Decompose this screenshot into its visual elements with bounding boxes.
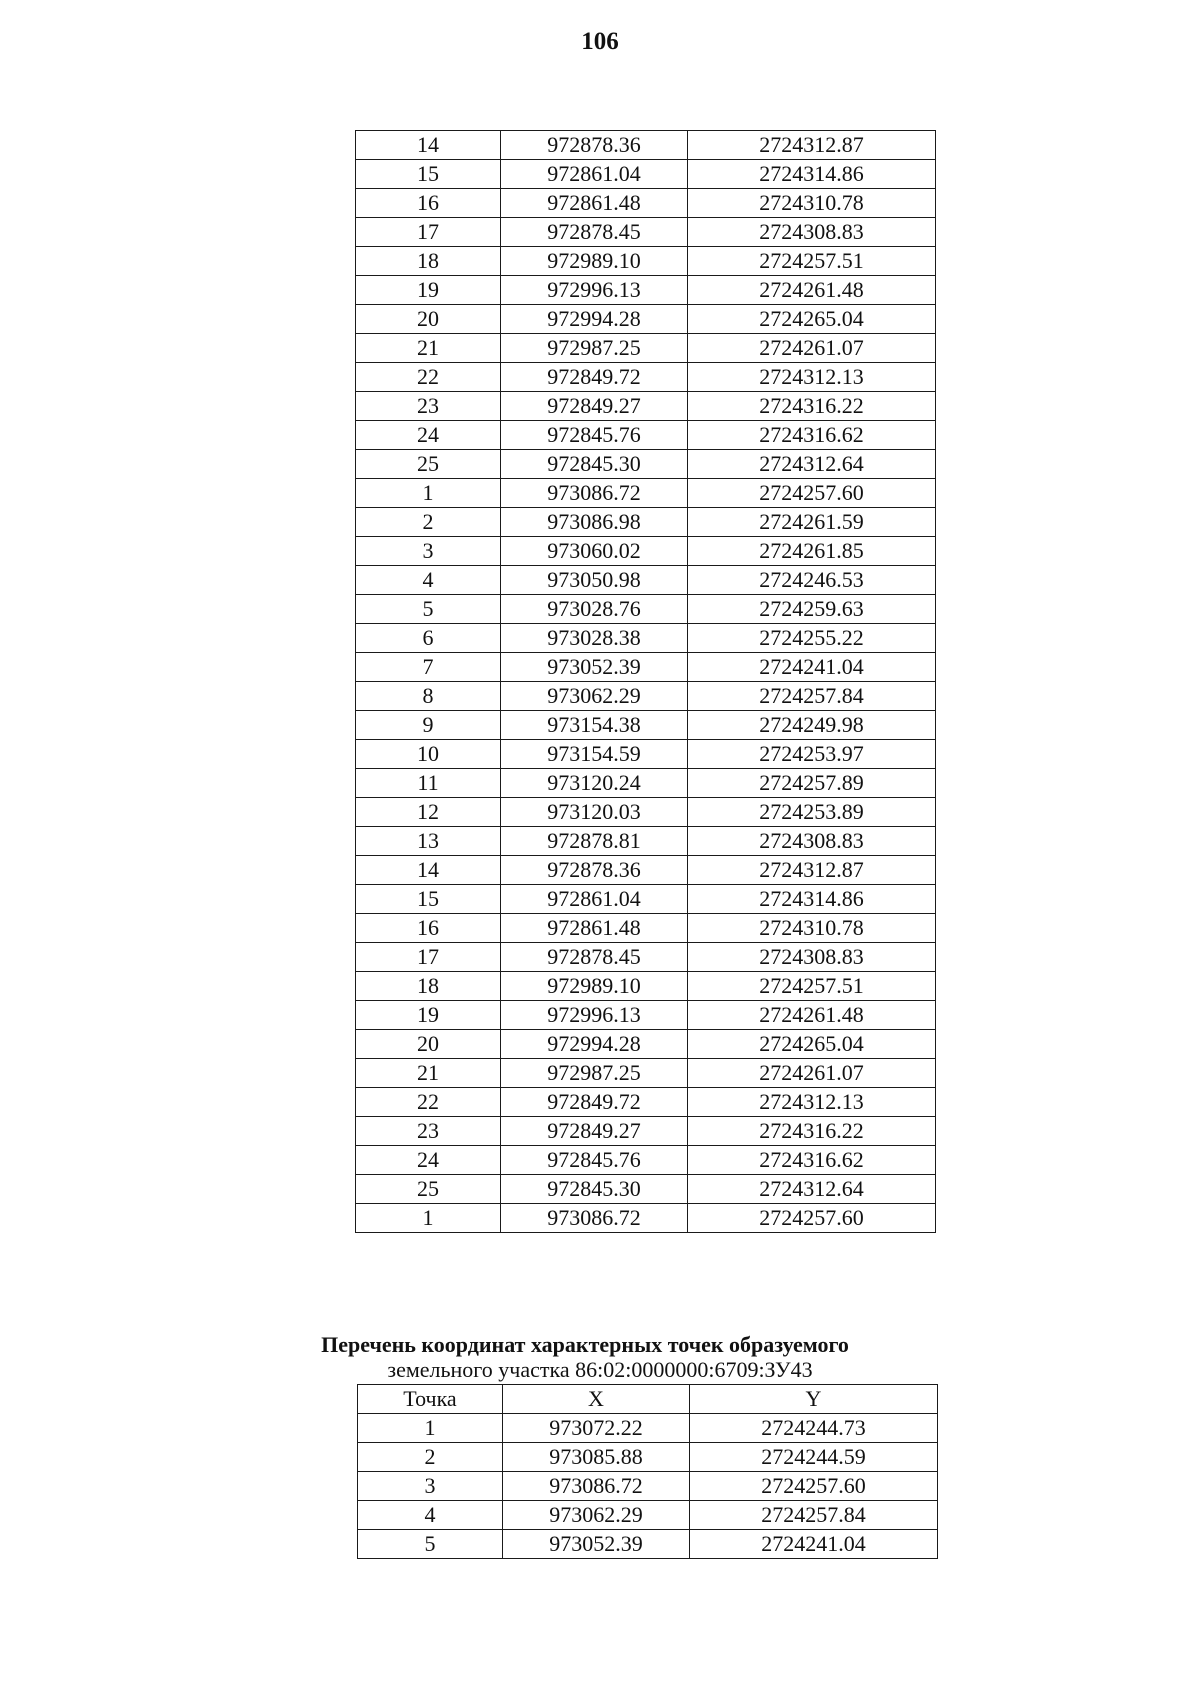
point-number-cell: 7 bbox=[356, 653, 501, 682]
y-coordinate-cell: 2724257.89 bbox=[688, 769, 936, 798]
y-coordinate-cell: 2724308.83 bbox=[688, 827, 936, 856]
y-coordinate-cell: 2724259.63 bbox=[688, 595, 936, 624]
x-coordinate-cell: 973086.72 bbox=[501, 1204, 688, 1233]
table-row bbox=[356, 682, 936, 711]
point-number-cell: 18 bbox=[356, 972, 501, 1001]
y-coordinate-cell: 2724244.73 bbox=[690, 1414, 938, 1443]
x-coordinate-cell: 972845.76 bbox=[501, 421, 688, 450]
header-point: Точка bbox=[358, 1385, 503, 1414]
point-number-cell: 1 bbox=[356, 1204, 501, 1233]
y-coordinate-cell: 2724312.13 bbox=[688, 1088, 936, 1117]
table-row bbox=[356, 218, 936, 247]
table-row bbox=[356, 479, 936, 508]
y-coordinate-cell: 2724316.22 bbox=[688, 392, 936, 421]
table-row bbox=[356, 856, 936, 885]
y-coordinate-cell: 2724257.84 bbox=[690, 1501, 938, 1530]
coordinates-table-main bbox=[355, 130, 936, 1233]
point-number-cell: 14 bbox=[356, 131, 501, 160]
table-row bbox=[356, 740, 936, 769]
x-coordinate-cell: 972989.10 bbox=[501, 247, 688, 276]
table-row bbox=[356, 508, 936, 537]
point-number-cell: 22 bbox=[356, 363, 501, 392]
point-number-cell: 20 bbox=[356, 305, 501, 334]
point-number-cell: 25 bbox=[356, 1175, 501, 1204]
y-coordinate-cell: 2724310.78 bbox=[688, 189, 936, 218]
x-coordinate-cell: 973154.38 bbox=[501, 711, 688, 740]
x-coordinate-cell: 973050.98 bbox=[501, 566, 688, 595]
x-coordinate-cell: 972861.48 bbox=[501, 189, 688, 218]
x-coordinate-cell: 973052.39 bbox=[503, 1530, 690, 1559]
x-coordinate-cell: 972849.72 bbox=[501, 1088, 688, 1117]
x-coordinate-cell: 972845.76 bbox=[501, 1146, 688, 1175]
point-number-cell: 15 bbox=[356, 160, 501, 189]
x-coordinate-cell: 972878.81 bbox=[501, 827, 688, 856]
x-coordinate-cell: 972878.36 bbox=[501, 131, 688, 160]
x-coordinate-cell: 972996.13 bbox=[501, 1001, 688, 1030]
table-row bbox=[358, 1530, 938, 1559]
x-coordinate-cell: 973086.72 bbox=[501, 479, 688, 508]
x-coordinate-cell: 972845.30 bbox=[501, 1175, 688, 1204]
table-row bbox=[356, 1030, 936, 1059]
table-row bbox=[356, 943, 936, 972]
point-number-cell: 15 bbox=[356, 885, 501, 914]
point-number-cell: 24 bbox=[356, 1146, 501, 1175]
y-coordinate-cell: 2724257.60 bbox=[688, 1204, 936, 1233]
table-row bbox=[356, 392, 936, 421]
table-row bbox=[356, 276, 936, 305]
y-coordinate-cell: 2724261.85 bbox=[688, 537, 936, 566]
y-coordinate-cell: 2724261.07 bbox=[688, 334, 936, 363]
y-coordinate-cell: 2724261.48 bbox=[688, 276, 936, 305]
x-coordinate-cell: 972996.13 bbox=[501, 276, 688, 305]
x-coordinate-cell: 973062.29 bbox=[501, 682, 688, 711]
x-coordinate-cell: 972849.27 bbox=[501, 392, 688, 421]
x-coordinate-cell: 972878.36 bbox=[501, 856, 688, 885]
point-number-cell: 25 bbox=[356, 450, 501, 479]
x-coordinate-cell: 973028.76 bbox=[501, 595, 688, 624]
table-row bbox=[356, 1117, 936, 1146]
table-row bbox=[356, 653, 936, 682]
table-row bbox=[356, 1175, 936, 1204]
x-coordinate-cell: 973062.29 bbox=[503, 1501, 690, 1530]
y-coordinate-cell: 2724257.51 bbox=[688, 247, 936, 276]
point-number-cell: 9 bbox=[356, 711, 501, 740]
x-coordinate-cell: 972994.28 bbox=[501, 305, 688, 334]
table-row bbox=[358, 1472, 938, 1501]
y-coordinate-cell: 2724257.60 bbox=[690, 1472, 938, 1501]
x-coordinate-cell: 972987.25 bbox=[501, 334, 688, 363]
table-row bbox=[356, 798, 936, 827]
x-coordinate-cell: 972861.04 bbox=[501, 160, 688, 189]
y-coordinate-cell: 2724253.89 bbox=[688, 798, 936, 827]
table-row bbox=[356, 189, 936, 218]
point-number-cell: 12 bbox=[356, 798, 501, 827]
y-coordinate-cell: 2724257.51 bbox=[688, 972, 936, 1001]
y-coordinate-cell: 2724312.87 bbox=[688, 856, 936, 885]
table-row bbox=[356, 363, 936, 392]
table-row bbox=[358, 1414, 938, 1443]
point-number-cell: 5 bbox=[358, 1530, 503, 1559]
y-coordinate-cell: 2724316.62 bbox=[688, 421, 936, 450]
x-coordinate-cell: 972849.27 bbox=[501, 1117, 688, 1146]
y-coordinate-cell: 2724241.04 bbox=[690, 1530, 938, 1559]
point-number-cell: 22 bbox=[356, 1088, 501, 1117]
x-coordinate-cell: 973052.39 bbox=[501, 653, 688, 682]
y-coordinate-cell: 2724261.59 bbox=[688, 508, 936, 537]
table-row bbox=[356, 1059, 936, 1088]
y-coordinate-cell: 2724312.64 bbox=[688, 1175, 936, 1204]
point-number-cell: 23 bbox=[356, 1117, 501, 1146]
point-number-cell: 16 bbox=[356, 189, 501, 218]
y-coordinate-cell: 2724261.48 bbox=[688, 1001, 936, 1030]
header-y: Y bbox=[690, 1385, 938, 1414]
table-row bbox=[356, 711, 936, 740]
point-number-cell: 20 bbox=[356, 1030, 501, 1059]
y-coordinate-cell: 2724310.78 bbox=[688, 914, 936, 943]
point-number-cell: 5 bbox=[356, 595, 501, 624]
y-coordinate-cell: 2724253.97 bbox=[688, 740, 936, 769]
point-number-cell: 18 bbox=[356, 247, 501, 276]
y-coordinate-cell: 2724241.04 bbox=[688, 653, 936, 682]
point-number-cell: 19 bbox=[356, 1001, 501, 1030]
y-coordinate-cell: 2724261.07 bbox=[688, 1059, 936, 1088]
x-coordinate-cell: 972878.45 bbox=[501, 943, 688, 972]
y-coordinate-cell: 2724312.87 bbox=[688, 131, 936, 160]
table-row bbox=[356, 334, 936, 363]
y-coordinate-cell: 2724312.64 bbox=[688, 450, 936, 479]
point-number-cell: 19 bbox=[356, 276, 501, 305]
point-number-cell: 3 bbox=[358, 1472, 503, 1501]
point-number-cell: 8 bbox=[356, 682, 501, 711]
table-row bbox=[356, 914, 936, 943]
x-coordinate-cell: 973086.98 bbox=[501, 508, 688, 537]
x-coordinate-cell: 973085.88 bbox=[503, 1443, 690, 1472]
x-coordinate-cell: 973072.22 bbox=[503, 1414, 690, 1443]
table-caption-line1: Перечень координат характерных точек образуемого bbox=[321, 1332, 849, 1357]
point-number-cell: 4 bbox=[356, 566, 501, 595]
point-number-cell: 16 bbox=[356, 914, 501, 943]
x-coordinate-cell: 973086.72 bbox=[503, 1472, 690, 1501]
y-coordinate-cell: 2724316.22 bbox=[688, 1117, 936, 1146]
table-row bbox=[356, 537, 936, 566]
table-row bbox=[358, 1443, 938, 1472]
y-coordinate-cell: 2724312.13 bbox=[688, 363, 936, 392]
y-coordinate-cell: 2724246.53 bbox=[688, 566, 936, 595]
x-coordinate-cell: 972849.72 bbox=[501, 363, 688, 392]
point-number-cell: 10 bbox=[356, 740, 501, 769]
x-coordinate-cell: 972987.25 bbox=[501, 1059, 688, 1088]
y-coordinate-cell: 2724314.86 bbox=[688, 885, 936, 914]
x-coordinate-cell: 972861.48 bbox=[501, 914, 688, 943]
table-row bbox=[356, 247, 936, 276]
point-number-cell: 2 bbox=[356, 508, 501, 537]
y-coordinate-cell: 2724257.60 bbox=[688, 479, 936, 508]
x-coordinate-cell: 972989.10 bbox=[501, 972, 688, 1001]
point-number-cell: 17 bbox=[356, 218, 501, 247]
x-coordinate-cell: 973120.24 bbox=[501, 769, 688, 798]
table-row bbox=[356, 624, 936, 653]
point-number-cell: 1 bbox=[356, 479, 501, 508]
table-row bbox=[356, 827, 936, 856]
y-coordinate-cell: 2724316.62 bbox=[688, 1146, 936, 1175]
point-number-cell: 13 bbox=[356, 827, 501, 856]
point-number-cell: 4 bbox=[358, 1501, 503, 1530]
point-number-cell: 3 bbox=[356, 537, 501, 566]
y-coordinate-cell: 2724249.98 bbox=[688, 711, 936, 740]
table-row bbox=[356, 160, 936, 189]
table-row bbox=[356, 769, 936, 798]
x-coordinate-cell: 973154.59 bbox=[501, 740, 688, 769]
table-row bbox=[356, 305, 936, 334]
y-coordinate-cell: 2724314.86 bbox=[688, 160, 936, 189]
point-number-cell: 2 bbox=[358, 1443, 503, 1472]
header-x: X bbox=[503, 1385, 690, 1414]
coordinates-table-main-body bbox=[356, 131, 936, 1233]
table-row bbox=[356, 1146, 936, 1175]
y-coordinate-cell: 2724255.22 bbox=[688, 624, 936, 653]
x-coordinate-cell: 972878.45 bbox=[501, 218, 688, 247]
table-row bbox=[356, 885, 936, 914]
y-coordinate-cell: 2724308.83 bbox=[688, 943, 936, 972]
point-number-cell: 17 bbox=[356, 943, 501, 972]
table-row bbox=[356, 1204, 936, 1233]
x-coordinate-cell: 972994.28 bbox=[501, 1030, 688, 1059]
y-coordinate-cell: 2724244.59 bbox=[690, 1443, 938, 1472]
table-caption-line2: земельного участка 86:02:0000000:6709:ЗУ43 bbox=[387, 1357, 813, 1382]
table-row bbox=[356, 131, 936, 160]
table-row bbox=[356, 566, 936, 595]
page-number: 106 bbox=[581, 28, 619, 55]
point-number-cell: 21 bbox=[356, 334, 501, 363]
table-row bbox=[356, 972, 936, 1001]
point-number-cell: 24 bbox=[356, 421, 501, 450]
point-number-cell: 21 bbox=[356, 1059, 501, 1088]
coordinates-table-zu43-body bbox=[358, 1414, 938, 1559]
point-number-cell: 6 bbox=[356, 624, 501, 653]
coordinates-table-zu43 bbox=[357, 1384, 938, 1559]
point-number-cell: 23 bbox=[356, 392, 501, 421]
x-coordinate-cell: 973120.03 bbox=[501, 798, 688, 827]
y-coordinate-cell: 2724257.84 bbox=[688, 682, 936, 711]
x-coordinate-cell: 972861.04 bbox=[501, 885, 688, 914]
x-coordinate-cell: 973028.38 bbox=[501, 624, 688, 653]
table-row bbox=[356, 421, 936, 450]
x-coordinate-cell: 973060.02 bbox=[501, 537, 688, 566]
point-number-cell: 1 bbox=[358, 1414, 503, 1443]
table-row bbox=[356, 595, 936, 624]
point-number-cell: 14 bbox=[356, 856, 501, 885]
table-row bbox=[356, 1001, 936, 1030]
y-coordinate-cell: 2724265.04 bbox=[688, 305, 936, 334]
x-coordinate-cell: 972845.30 bbox=[501, 450, 688, 479]
table-header-row bbox=[358, 1385, 938, 1414]
y-coordinate-cell: 2724265.04 bbox=[688, 1030, 936, 1059]
table-row bbox=[358, 1501, 938, 1530]
point-number-cell: 11 bbox=[356, 769, 501, 798]
table-row bbox=[356, 1088, 936, 1117]
table-row bbox=[356, 450, 936, 479]
y-coordinate-cell: 2724308.83 bbox=[688, 218, 936, 247]
